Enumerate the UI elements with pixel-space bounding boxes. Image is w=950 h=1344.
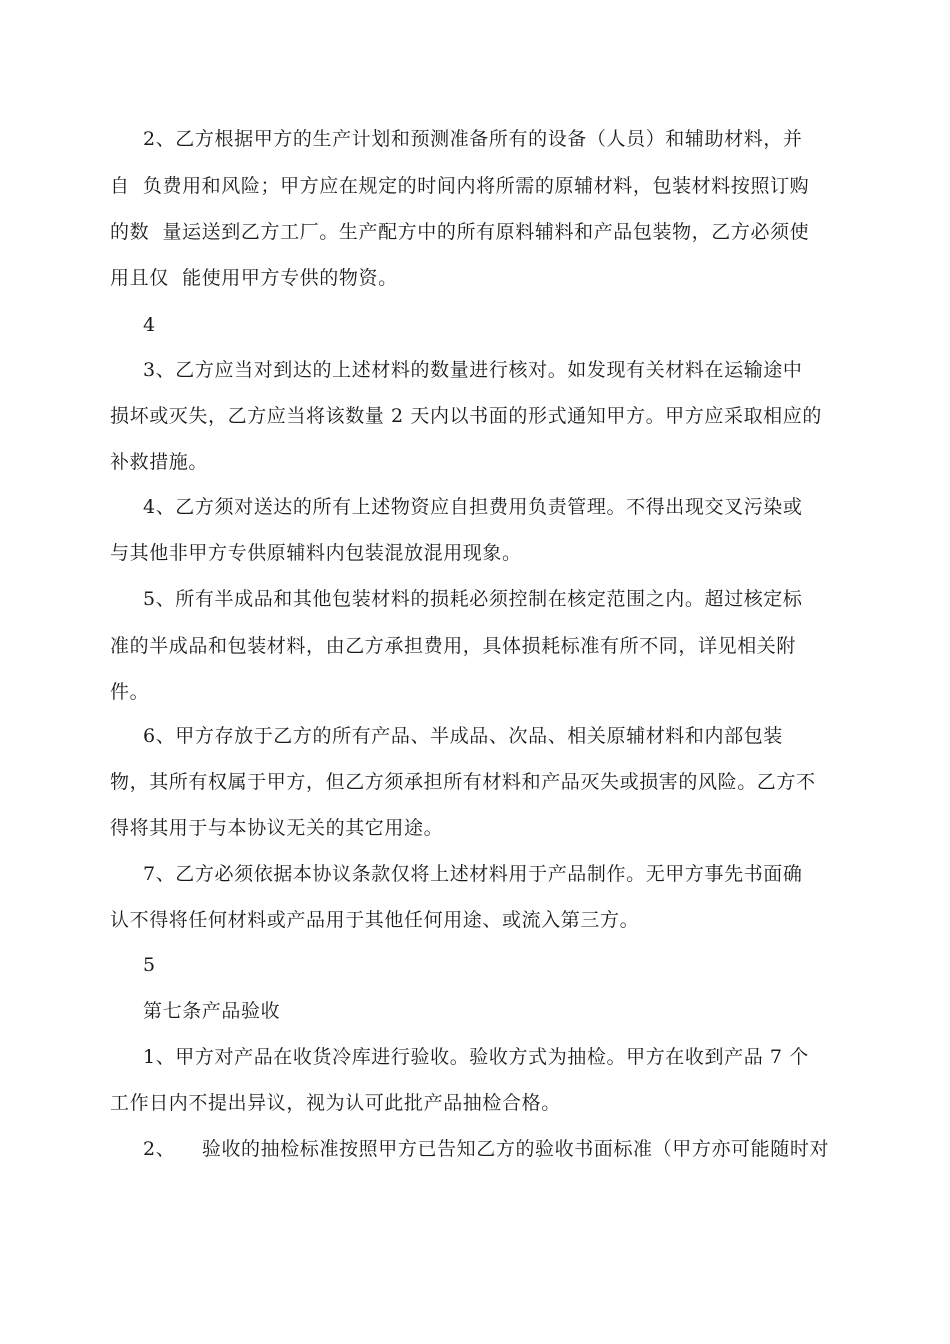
page-number-5: 5 xyxy=(143,954,156,976)
paragraph-4-line-2: 与其他非甲方专供原辅料内包装混放混用现象。 xyxy=(110,542,522,564)
acceptance-item-2-line-1: 2、 验收的抽检标准按照甲方已告知乙方的验收书面标准（甲方亦可能随时对 xyxy=(143,1138,830,1160)
paragraph-2-line-2: 自 负费用和风险；甲方应在规定的时间内将所需的原辅材料，包装材料按照订购 xyxy=(110,175,810,197)
paragraph-2-line-4: 用且仅 能使用甲方专供的物资。 xyxy=(110,267,398,289)
paragraph-5-line-2: 准的半成品和包装材料，由乙方承担费用，具体损耗标准有所不同，详见相关附 xyxy=(110,635,797,657)
paragraph-3-line-1: 3、乙方应当对到达的上述材料的数量进行核对。如发现有关材料在运输途中 xyxy=(143,359,803,381)
paragraph-3-line-2: 损坏或灭失，乙方应当将该数量 2 天内以书面的形式通知甲方。甲方应采取相应的 xyxy=(110,405,822,427)
page-number-4: 4 xyxy=(143,314,156,336)
paragraph-7-line-2: 认不得将任何材料或产品用于其他任何用途、或流入第三方。 xyxy=(110,909,640,931)
paragraph-5-line-1: 5、所有半成品和其他包装材料的损耗必须控制在核定范围之内。超过核定标 xyxy=(143,588,803,610)
paragraph-6-line-2: 物，其所有权属于甲方，但乙方须承担所有材料和产品灭失或损害的风险。乙方不 xyxy=(110,771,816,793)
acceptance-item-1-line-2: 工作日内不提出异议，视为认可此批产品抽检合格。 xyxy=(110,1092,561,1114)
paragraph-4-line-1: 4、乙方须对送达的所有上述物资应自担费用负责管理。不得出现交叉污染或 xyxy=(143,496,803,518)
paragraph-6-line-1: 6、甲方存放于乙方的所有产品、半成品、次品、相关原辅材料和内部包装 xyxy=(143,725,783,747)
paragraph-2-line-1: 2、乙方根据甲方的生产计划和预测准备所有的设备（人员）和辅助材料，并 xyxy=(143,128,803,150)
paragraph-7-line-1: 7、乙方必须依据本协议条款仅将上述材料用于产品制作。无甲方事先书面确 xyxy=(143,863,803,885)
paragraph-5-line-3: 件。 xyxy=(110,681,150,703)
paragraph-2-line-3: 的数 量运送到乙方工厂。生产配方中的所有原料辅料和产品包装物，乙方必须使 xyxy=(110,221,810,243)
acceptance-item-1-line-1: 1、甲方对产品在收货冷库进行验收。验收方式为抽检。甲方在收到产品 7 个 xyxy=(143,1046,809,1068)
paragraph-6-line-3: 得将其用于与本协议无关的其它用途。 xyxy=(110,817,444,839)
paragraph-3-line-3: 补救措施。 xyxy=(110,451,209,473)
section-heading: 第七条产品验收 xyxy=(143,1000,281,1022)
